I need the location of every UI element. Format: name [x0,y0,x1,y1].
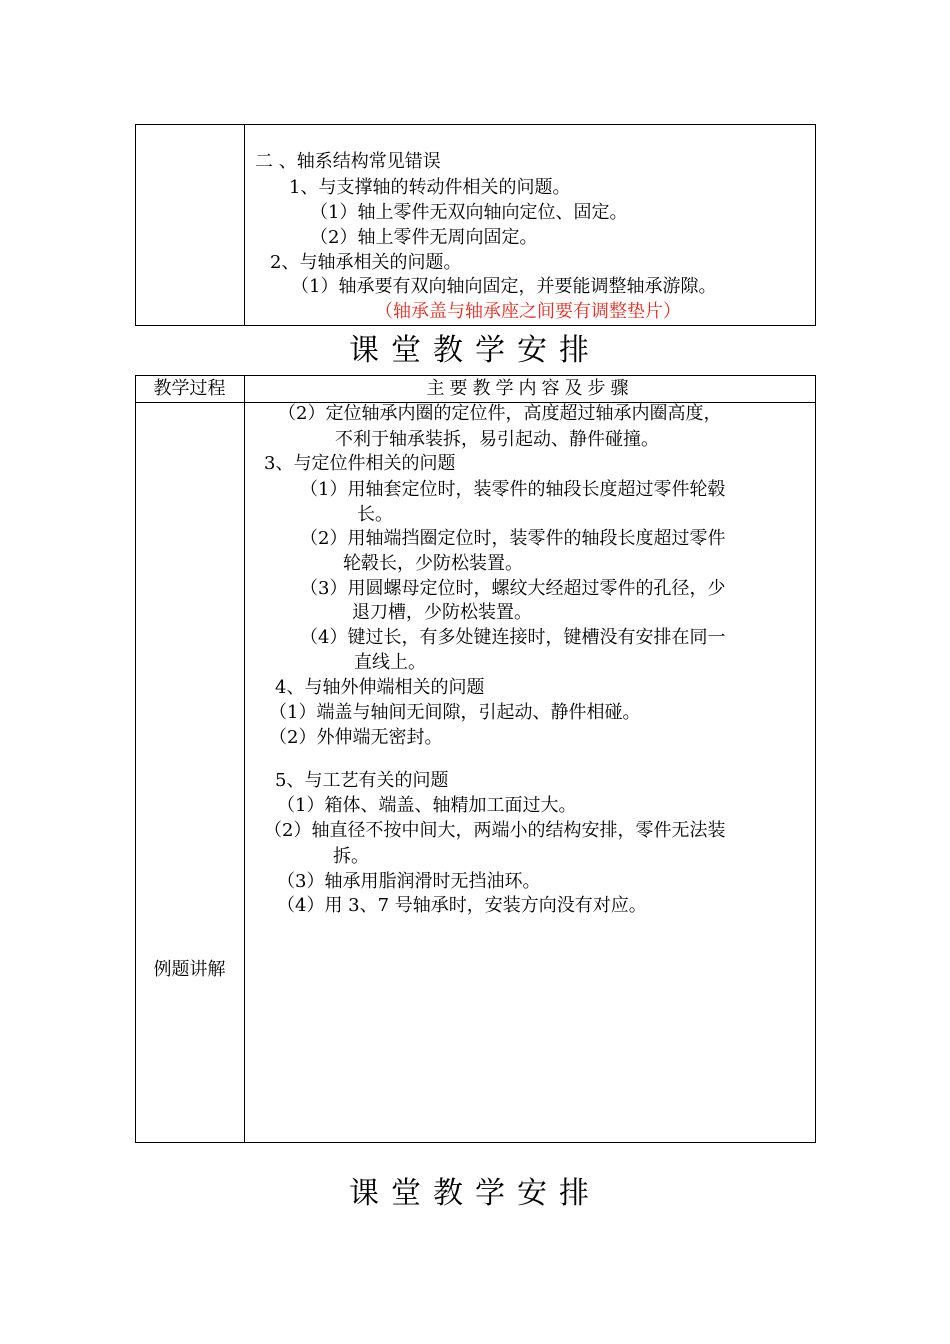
row-label-example: 例题讲解 [153,959,226,980]
list-item-continued: 直线上。 [354,652,426,673]
list-item-continued: 长。 [357,504,393,525]
list-item: （3）轴承用脂润滑时无挡油环。 [277,871,541,892]
column-divider [244,125,245,325]
list-item-continued: 不利于轴承装拆，易引起动、静件碰撞。 [335,429,659,450]
list-item: （4）键过长，有多处键连接时，键槽没有安排在同一 [300,627,726,648]
list-item: （2）轴上零件无周向固定。 [310,227,538,248]
list-item: （4）用 3、7 号轴承时，安装方向没有对应。 [277,895,647,916]
list-item: （2）外伸端无密封。 [269,727,443,748]
list-item: （1）轴上零件无双向轴向定位、固定。 [310,202,628,223]
list-item: 2、与轴承相关的问题。 [270,252,462,273]
list-item: （1）轴承要有双向轴向固定，并要能调整轴承游隙。 [291,276,717,297]
list-item: （2）定位轴承内圈的定位件，高度超过轴承内圈高度， [278,403,722,424]
list-item: 1、与支撑轴的转动件相关的问题。 [289,177,571,198]
page-title: 课堂教学安排 [349,1176,601,1211]
page-title: 课堂教学安排 [349,333,601,368]
sub-heading: 5、与工艺有关的问题 [275,770,449,791]
section-heading: 二 、轴系结构常见错误 [255,151,441,172]
sub-heading: 4、与轴外伸端相关的问题 [275,677,485,698]
list-item-continued: 轮毂长，少防松装置。 [343,553,523,574]
list-item-continued: 退刀槽，少防松装置。 [352,602,532,623]
list-item: （2）轴直径不按中间大，两端小的结构安排，零件无法装 [264,820,726,841]
list-item-continued: 拆。 [333,846,369,867]
list-item: （1）端盖与轴间无间隙，引起动、静件相碰。 [269,702,641,723]
column-divider [244,376,245,1142]
list-item: （3）用圆螺母定位时，螺纹大经超过零件的孔径，少 [300,578,726,599]
header-main-content: 主要教学内容及步骤 [426,378,634,399]
list-item: （1）用轴套定位时，装零件的轴段长度超过零件轮毂 [300,479,726,500]
list-item: （2）用轴端挡圈定位时，装零件的轴段长度超过零件 [300,528,726,549]
red-note: （轴承盖与轴承座之间要有调整垫片） [375,301,681,322]
header-teaching-process: 教学过程 [153,378,226,399]
sub-heading: 3、与定位件相关的问题 [264,453,456,474]
list-item: （1）箱体、端盖、轴精加工面过大。 [277,795,577,816]
